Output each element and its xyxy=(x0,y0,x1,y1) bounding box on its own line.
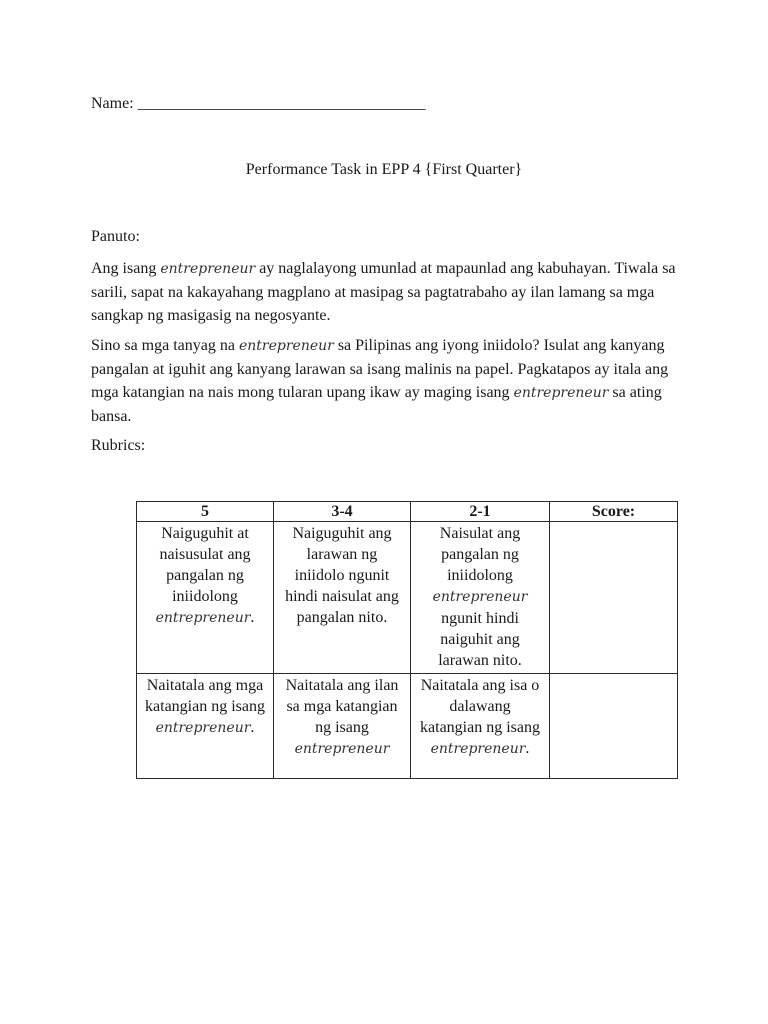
rubric-cell-r2-5 xyxy=(137,674,274,779)
p2-italic-term-2: entrepreneur xyxy=(513,385,609,401)
rubric-cell-r2-3-4 xyxy=(274,674,411,779)
p2-text-e: sa ating bansa. xyxy=(91,384,662,425)
cell-text: Naitatala ang isa o dalawang katangian ng isang xyxy=(420,677,540,736)
rubric-cell-r1-5 xyxy=(137,522,274,674)
cell-italic-term: entrepreneur xyxy=(430,741,526,757)
cell-italic-term: entrepreneur xyxy=(432,589,528,605)
cell-italic-term: entrepreneur xyxy=(155,610,251,626)
p1-italic-term: entrepreneur xyxy=(160,261,256,277)
cell-text: Naitatala ang ilan sa mga katangian ng isang xyxy=(285,677,399,736)
name-blank: ____________________________________ xyxy=(137,95,426,112)
rubric-cell-r1-score xyxy=(550,522,678,674)
rubric-cell-r2-score xyxy=(550,674,678,779)
table-row xyxy=(137,522,678,674)
rubric-cell-r1-3-4 xyxy=(274,522,411,674)
cell-text: Naiguguhit at naisusulat ang pangalan ng iniidolong xyxy=(159,525,251,605)
name-label: Name: xyxy=(91,95,134,112)
p2-text-c: sa Pilipinas ang iyong iniidolo? Isulat ang kanyang pangalan at iguhit ang kanyang larawan sa isang malinis na papel. Pagkatapos ay itala ang mga katangian na nais mong tularan upang ikaw ay maging isang xyxy=(91,337,669,401)
rubric-table xyxy=(136,501,678,779)
cell-italic-term: entrepreneur xyxy=(155,720,251,736)
cell-italic-term: entrepreneur xyxy=(294,741,390,757)
name-field xyxy=(91,94,426,114)
p1-text-c: ay naglalayong umunlad at mapaunlad ang kabuhayan. Tiwala sa sarili, sapat na kakayahang magplano at masipag sa pagtatrabaho ay ilan lamang sa mga sangkap ng masigasig na negosyante. xyxy=(91,260,676,324)
document-title: Performance Task in EPP 4 {First Quarter} xyxy=(245,161,523,178)
cell-tail: . xyxy=(250,609,255,626)
rubric-cell-r2-2-1 xyxy=(411,674,550,779)
paragraph-intro xyxy=(91,257,681,327)
cell-tail: ngunit hindi naiguhit ang larawan nito. xyxy=(438,610,522,669)
cell-tail: . xyxy=(250,719,255,736)
p2-italic-term: entrepreneur xyxy=(238,338,334,354)
cell-text: Naisulat ang pangalan ng iniidolong xyxy=(439,525,521,584)
p2-text-a: Sino sa mga tanyag na xyxy=(91,337,239,354)
rubrics-label: Rubrics: xyxy=(91,437,146,454)
cell-tail: . xyxy=(525,740,530,757)
p1-text-a: Ang isang xyxy=(91,260,161,277)
table-row xyxy=(137,674,678,779)
rubric-header-row xyxy=(137,502,678,522)
header-3-4: 3-4 xyxy=(274,502,411,522)
paragraph-instructions xyxy=(91,334,681,428)
rubric-cell-r1-2-1 xyxy=(411,522,550,674)
cell-text: Naiguguhit ang larawan ng iniidolo ngunit hindi naisulat ang pangalan nito. xyxy=(285,525,399,626)
header-2-1: 2-1 xyxy=(411,502,550,522)
header-score: Score: xyxy=(550,502,678,522)
cell-text: Naitatala ang mga katangian ng isang xyxy=(145,677,265,715)
header-5: 5 xyxy=(137,502,274,522)
panuto-label: Panuto: xyxy=(91,228,140,245)
